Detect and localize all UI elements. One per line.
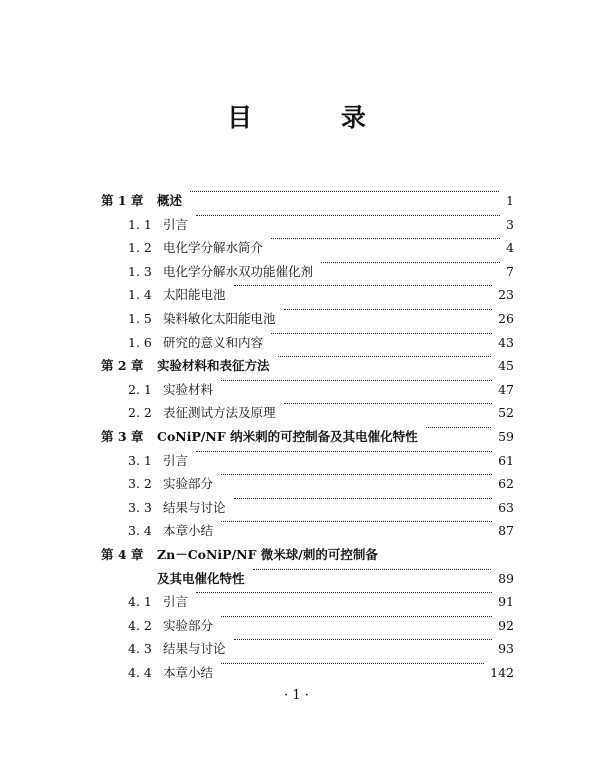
toc-entry-title: 引言 — [163, 594, 189, 610]
toc-entry-number: 3. 1 — [128, 452, 152, 468]
toc-entry-number: 3. 3 — [128, 499, 152, 515]
toc-entry-title: 表征测试方法及原理 — [163, 405, 276, 421]
toc-entry-page: 45 — [498, 358, 514, 374]
toc-chapter-row[interactable] — [0, 356, 593, 376]
toc-section-row[interactable] — [0, 215, 593, 235]
toc-leader-dots — [234, 498, 493, 499]
toc-entry-title: 电化学分解水简介 — [163, 240, 264, 256]
toc-section-row[interactable] — [0, 498, 593, 518]
toc-entry-title: 引言 — [163, 452, 189, 468]
toc-section-row[interactable] — [0, 238, 593, 258]
toc-entry-page: 26 — [498, 311, 514, 326]
toc-entry-page: 52 — [498, 405, 514, 421]
toc-leader-dots — [196, 592, 492, 593]
toc-entry-number: 2. 1 — [128, 381, 152, 397]
toc-section-row[interactable] — [0, 521, 593, 541]
toc-leader-dots — [221, 474, 492, 475]
toc-entry-title: 实验材料和表征方法 — [157, 358, 270, 374]
toc-entry-page: 43 — [498, 334, 514, 350]
toc-leader-dots — [284, 403, 493, 404]
toc-entry-title: CoNiP/NF 纳米刺的可控制备及其电催化特性 — [157, 429, 418, 444]
toc-entry-number: 1. 6 — [128, 334, 152, 350]
toc-entry-page: 89 — [498, 570, 514, 586]
toc-leader-dots — [221, 380, 492, 381]
toc-leader-dots — [271, 333, 492, 334]
toc-entry-number: 第 1 章 — [101, 193, 144, 208]
toc-leader-dots — [234, 285, 493, 286]
toc-leader-dots — [278, 356, 491, 357]
toc-entry-number: 3. 4 — [128, 523, 152, 539]
toc-entry-title: 结果与讨论 — [163, 641, 226, 657]
toc-section-row[interactable] — [0, 474, 593, 494]
toc-leader-dots — [221, 616, 492, 617]
toc-entry-title: 太阳能电池 — [163, 287, 226, 303]
toc-leader-dots — [196, 215, 500, 216]
toc-section-row[interactable] — [0, 663, 593, 683]
toc-entry-page: 91 — [498, 594, 514, 610]
toc-leader-dots — [221, 521, 492, 522]
toc-entry-number: 第 2 章 — [101, 358, 144, 374]
toc-entry-page: 142 — [490, 665, 514, 680]
toc-entry-page: 62 — [498, 476, 514, 492]
toc-entry-page: 23 — [498, 287, 514, 303]
toc-entry-title: 概述 — [157, 193, 183, 208]
toc-entry-number: 4. 1 — [128, 594, 152, 610]
toc-entry-page: 7 — [506, 263, 514, 279]
toc-leader-dots — [196, 451, 492, 452]
toc-entry-title: 本章小结 — [163, 523, 214, 539]
toc-leader-dots — [234, 639, 493, 640]
toc-entry-title: 电化学分解水双功能催化剂 — [163, 263, 314, 279]
toc-section-row[interactable] — [0, 403, 593, 423]
toc-entry-number: 3. 2 — [128, 476, 152, 492]
toc-chapter-row[interactable] — [0, 545, 593, 565]
toc-entry-page: 47 — [498, 381, 514, 397]
toc-entry-title: 实验部分 — [163, 617, 214, 633]
toc-leader-dots — [221, 663, 484, 664]
toc-entry-number: 2. 2 — [128, 405, 152, 421]
toc-entry-number: 4. 3 — [128, 641, 152, 657]
toc-entry-title: 染料敏化太阳能电池 — [163, 311, 276, 326]
toc-entry-title: 实验部分 — [163, 476, 214, 492]
toc-entry-title: 实验材料 — [163, 381, 214, 397]
toc-entry-title: 及其电催化特性 — [157, 570, 245, 586]
toc-chapter-row[interactable] — [0, 191, 593, 211]
toc-entry-title: 研究的意义和内容 — [163, 334, 264, 350]
toc-section-row[interactable] — [0, 451, 593, 471]
toc-entry-title: 本章小结 — [163, 665, 214, 680]
toc-entry-page: 93 — [498, 641, 514, 657]
toc-section-row[interactable] — [0, 592, 593, 612]
toc-section-row[interactable] — [0, 262, 593, 282]
toc-leader-dots — [426, 427, 491, 428]
toc-chapter-row[interactable] — [0, 569, 593, 589]
toc-leader-dots — [284, 309, 493, 310]
toc-section-row[interactable] — [0, 639, 593, 659]
toc-section-row[interactable] — [0, 309, 593, 329]
toc-entry-number: 4. 4 — [128, 665, 152, 680]
toc-section-row[interactable] — [0, 616, 593, 636]
toc-entry-page: 87 — [498, 523, 514, 539]
toc-entry-page: 4 — [506, 240, 514, 256]
toc-section-row[interactable] — [0, 285, 593, 305]
toc-section-row[interactable] — [0, 333, 593, 353]
toc-entry-page: 59 — [498, 429, 514, 444]
page-number: · 1 · — [284, 688, 309, 703]
toc-entry-title: 结果与讨论 — [163, 499, 226, 515]
toc-entry-number: 1. 5 — [128, 311, 152, 326]
toc-entry-page: 61 — [498, 452, 514, 468]
toc-entry-number: 第 3 章 — [101, 429, 144, 444]
toc-entry-number: 1. 4 — [128, 287, 152, 303]
toc-chapter-row[interactable] — [0, 427, 593, 447]
toc-entry-page: 3 — [506, 216, 514, 232]
toc-section-row[interactable] — [0, 380, 593, 400]
toc-entry-number: 第 4 章 — [101, 547, 144, 562]
toc-entry-number: 4. 2 — [128, 617, 152, 633]
toc-entry-page: 63 — [498, 499, 514, 515]
toc-entry-number: 1. 1 — [128, 216, 152, 232]
toc-entry-title: 引言 — [163, 216, 189, 232]
toc-entry-number: 1. 3 — [128, 263, 152, 279]
toc-entry-title: Zn－CoNiP/NF 微米球/刺的可控制备 — [157, 547, 378, 562]
toc-leader-dots — [190, 191, 499, 192]
page-title: 目 录 — [227, 103, 406, 132]
toc-entry-page: 92 — [498, 617, 514, 633]
toc-entry-page: 1 — [506, 193, 514, 208]
toc-leader-dots — [321, 262, 500, 263]
toc-leader-dots — [271, 238, 500, 239]
toc-leader-dots — [253, 569, 491, 570]
toc-entry-number: 1. 2 — [128, 240, 152, 256]
